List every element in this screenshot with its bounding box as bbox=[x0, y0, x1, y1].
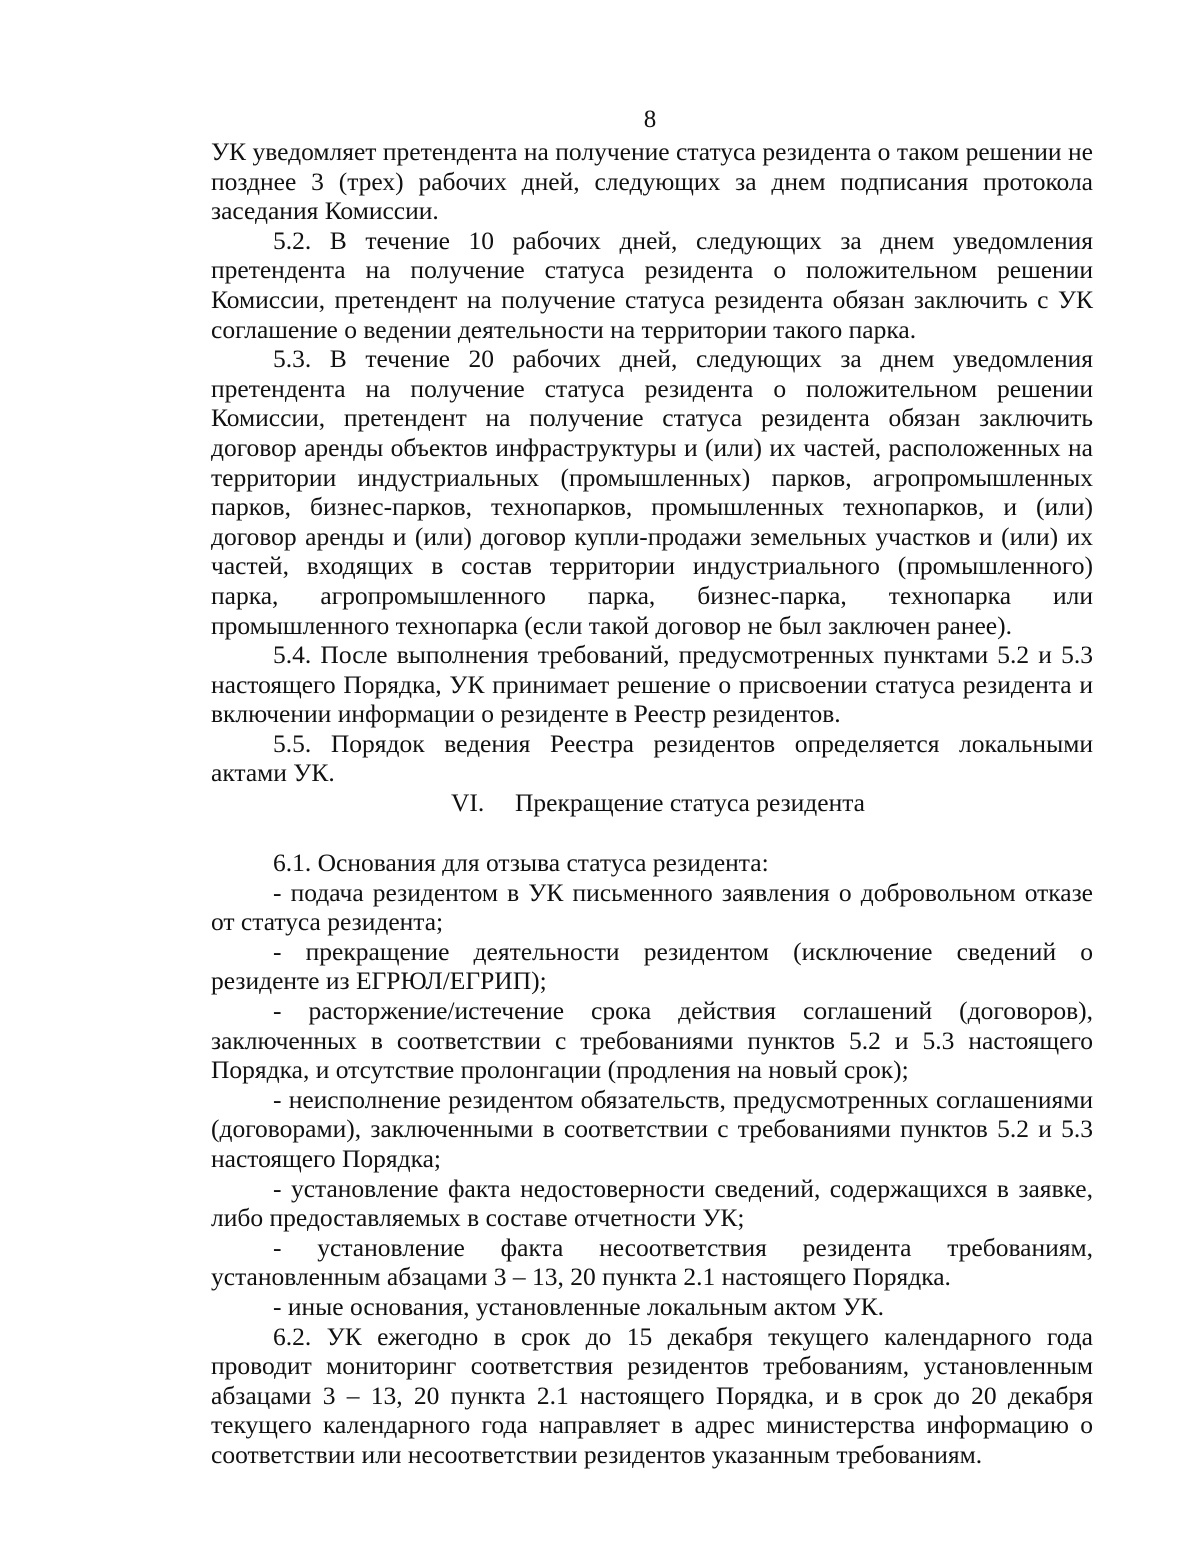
list-item: - прекращение деятельности резидентом (исключение сведений о резиденте из ЕГРЮЛ/ЕГРИП); bbox=[211, 936, 1093, 996]
list-item: - иные основания, установленные локальным актом УК. bbox=[273, 1291, 885, 1321]
paragraph-5-2: 5.2. В течение 10 рабочих дней, следующих за днем уведомления претендента на получение статуса резидента о положительном решении Комиссии, претендент на получение статуса резидента обязан заключить с УК соглашение о ведении деятельности на территории такого парка. bbox=[211, 225, 1093, 344]
document-body bbox=[211, 137, 1093, 1470]
paragraph-5-4: 5.4. После выполнения требований, предусмотренных пунктами 5.2 и 5.3 настоящего Порядка, УК принимает решение о присвоении статуса резидента и включении информации о резиденте в Реестр резидентов. bbox=[211, 640, 1093, 729]
list-item: - подача резидентом в УК письменного заявления о добровольном отказе от статуса резидента; bbox=[211, 877, 1093, 937]
page-number: 8 bbox=[643, 106, 657, 133]
section-title: Прекращение статуса резидента bbox=[515, 788, 866, 818]
list-item: - установление факта несоответствия резидента требованиям, установленным абзацами 3 – 13, 20 пункта 2.1 настоящего Порядка. bbox=[211, 1232, 1093, 1292]
paragraph-5-3: 5.3. В течение 20 рабочих дней, следующих за днем уведомления претендента на получение статуса резидента о положительном решении Комиссии, претендент на получение статуса резидента обязан заключить договор аренды объектов инфраструктуры и (или) их частей, расположенных на территории индустриальных (промышленных) парков, агропромышленных парков, бизнес-парков, технопарков, промышленных технопарков, и (или) договор аренды и (или) договор купли-продажи земельных участков и (или) их частей, входящих в состав территории индустриального (промышленного) парка, агропромышленного парка, бизнес-парка, технопарка или промышленного технопарка (если такой договор не был заключен ранее). bbox=[211, 344, 1093, 640]
paragraph-6-2: 6.2. УК ежегодно в срок до 15 декабря текущего календарного года проводит мониторинг соответствия резидентов требованиям, установленным абзацами 3 – 13, 20 пункта 2.1 настоящего Порядка, и в срок до 20 декабря текущего календарного года направляет в адрес министерства информацию о соответствии или несоответствии резидентов указанным требованиям. bbox=[211, 1321, 1093, 1469]
paragraph-6-1: 6.1. Основания для отзыва статуса резидента: bbox=[273, 848, 769, 878]
section-heading bbox=[211, 788, 1093, 848]
list-item: - расторжение/истечение срока действия соглашений (договоров), заключенных в соответствии с требованиями пунктов 5.2 и 5.3 настоящего Порядка, и отсутствие пролонгации (продления на новый срок); bbox=[211, 996, 1093, 1085]
list-item: - неисполнение резидентом обязательств, предусмотренных соглашениями (договорами), заключенными в соответствии с требованиями пунктов 5.2 и 5.3 настоящего Порядка; bbox=[211, 1084, 1093, 1173]
section-number: VI. bbox=[451, 788, 485, 818]
paragraph: УК уведомляет претендента на получение статуса резидента о таком решении не позднее 3 (трех) рабочих дней, следующих за днем подписания протокола заседания Комиссии. bbox=[211, 137, 1093, 226]
paragraph-5-5: 5.5. Порядок ведения Реестра резидентов определяется локальными актами УК. bbox=[211, 728, 1093, 788]
list-item: - установление факта недостоверности сведений, содержащихся в заявке, либо предоставляемых в составе отчетности УК; bbox=[211, 1173, 1093, 1233]
